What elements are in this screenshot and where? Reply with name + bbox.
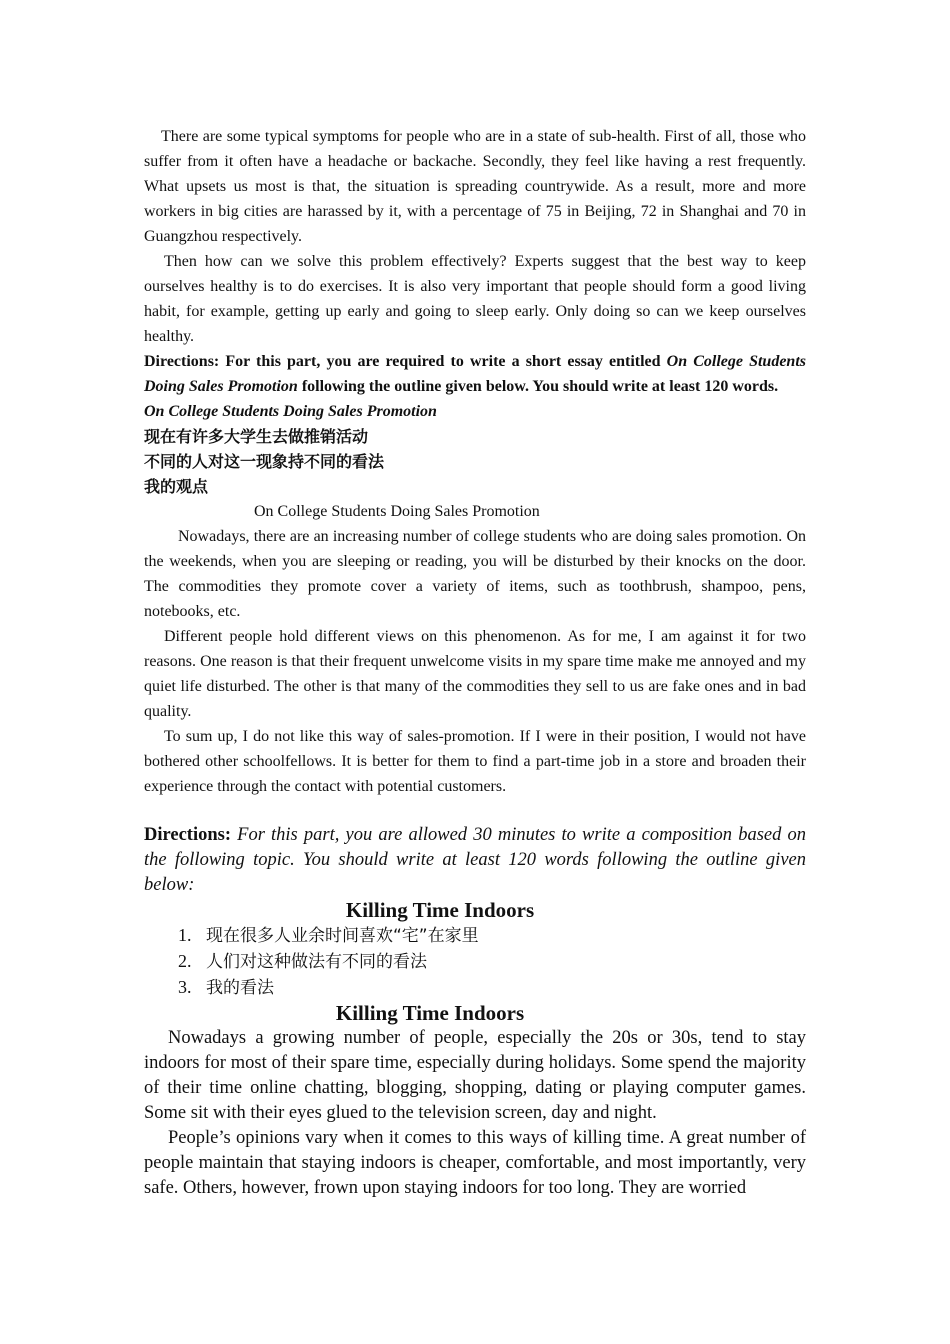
outline-item	[178, 923, 806, 949]
outline-item	[178, 975, 806, 1001]
document-page	[144, 124, 806, 1201]
sub-health-essay	[144, 124, 806, 799]
directions-label: Directions:	[144, 825, 231, 845]
outline-item: 现在有许多大学生去做推销活动	[144, 427, 369, 446]
outline-item	[178, 949, 806, 975]
outline-item: 我的观点	[144, 477, 209, 496]
outline-list	[144, 923, 806, 1001]
outline-number: 2.	[178, 951, 192, 971]
outline-number: 3.	[178, 977, 192, 997]
outline-item: 不同的人对这一现象持不同的看法	[144, 452, 385, 471]
essay-paragraph: Different people hold different views on this phenomenon. As for me, I am against it for two reasons. One reason is that their frequent unwelcome visits in my spare time make me annoyed and my quiet life disturbed. The other is that many of the commodities they sell to us are fake ones and in bad quality.	[144, 628, 806, 720]
outline-number: 1.	[178, 925, 192, 945]
essay-title: Killing Time Indoors	[335, 1001, 525, 1025]
outline-text: 人们对这种做法有不同的看法	[206, 952, 427, 972]
essay-paragraph: There are some typical symptoms for people who are in a state of sub-health. First of all, those who suffer from it often have a headache or backache. Secondly, they feel like having a rest frequently. What upsets us most is that, the situation is spreading countrywide. As a result, more and more workers in big cities are harassed by it, with a percentage of 75 in Beijing, 72 in Shanghai and 70 in Guangzhou respectively.	[144, 128, 806, 245]
essay-paragraph: Nowadays, there are an increasing number of college students who are doing sales promotion. On the weekends, when you are sleeping or reading, you will be disturbed by their knocks on the door. The commodities they promote cover a variety of items, such as toothbrush, shampoo, pens, notebooks, etc.	[144, 528, 806, 620]
essay-paragraph: Then how can we solve this problem effectively? Experts suggest that the best way to keep ourselves healthy is to do exercises. It is also very important that people should form a good living habit, for example, getting up early and going to sleep early. Only doing so can we keep ourselves healthy.	[144, 253, 806, 345]
directions-text: For this part, you are allowed 30 minutes to write a composition based on the following topic. You should write at least 120 words following the outline given below:	[144, 825, 806, 895]
directions-essay-title: On College Students Doing Sales Promotion	[144, 353, 806, 395]
essay-paragraph: Nowadays a growing number of people, especially the 20s or 30s, tend to stay indoors for most of their spare time, especially during holidays. Some spend the majority of their time online chatting, blogging, shopping, dating or playing computer games. Some sit with their eyes glued to the television screen, day and night.	[144, 1028, 806, 1123]
outline-text: 我的看法	[206, 978, 274, 998]
directions-paragraph	[144, 349, 806, 399]
directions-text: following the outline given below. You should write at least 120 words.	[297, 378, 779, 395]
essay-paragraph: People’s opinions vary when it comes to this ways of killing time. A great number of people maintain that staying indoors is cheaper, comfortable, and most importantly, very safe. Others, however, frown upon staying indoors for too long. They are worried	[144, 1128, 806, 1198]
essay-paragraph: To sum up, I do not like this way of sales-promotion. If I were in their position, I would not have bothered other schoolfellows. It is better for them to find a part-time job in a store and broaden their experience through the contact with potential customers.	[144, 728, 806, 795]
outline-text: 现在很多人业余时间喜欢“宅”在家里	[206, 926, 479, 946]
topic-title: Killing Time Indoors	[345, 898, 535, 922]
essay-title: On College Students Doing Sales Promotion	[254, 503, 540, 520]
outline-heading: On College Students Doing Sales Promotion	[144, 403, 437, 420]
directions-paragraph	[144, 823, 806, 898]
killing-time-section	[144, 823, 806, 1201]
directions-text: Directions: For this part, you are required to write a short essay entitled	[144, 353, 667, 370]
